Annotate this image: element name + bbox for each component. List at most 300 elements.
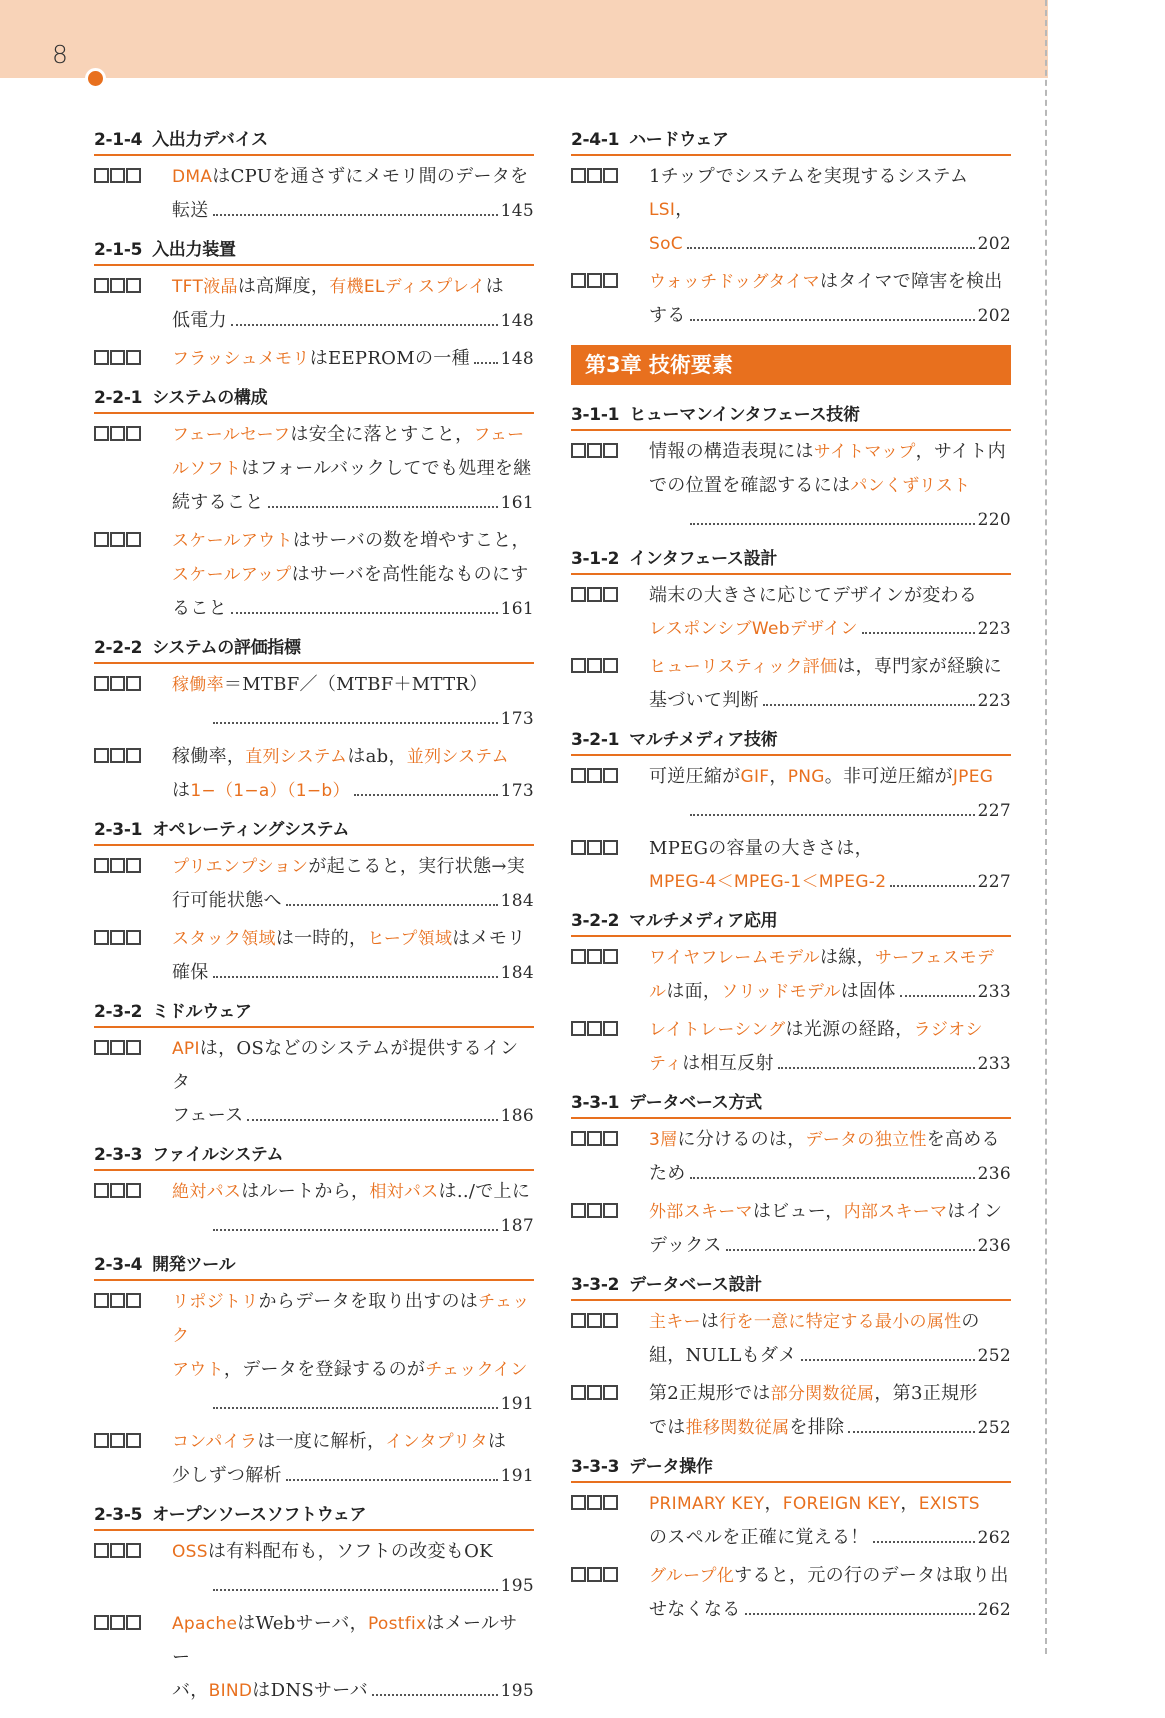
checklist-item [571,941,1011,1009]
text-run: のスペルを正確に覚える！ [649,1527,869,1548]
right-sections-bottom [571,403,1011,1627]
keyword: EXISTS [918,1494,980,1514]
section [94,1000,534,1133]
check-box[interactable] [110,426,125,441]
checkbox-group [94,1032,172,1133]
check-box[interactable] [126,676,141,691]
check-box[interactable] [587,168,602,183]
text-line [172,1674,534,1708]
text-run: は安全に落とすこと， [290,424,474,445]
check-box[interactable] [110,350,125,365]
section [94,128,534,228]
keyword: DMA [172,167,213,187]
text-line [172,1032,534,1099]
check-box[interactable] [571,168,586,183]
check-box[interactable] [94,532,109,547]
dot-leader [213,1407,498,1409]
dot-leader [286,904,498,906]
page-number: 8 [52,40,68,69]
text-run: はCPUを通さずにメモリ間のデータを [212,166,529,187]
text-run: 低電力 [172,310,227,331]
check-box[interactable] [126,278,141,293]
keyword: 3層 [649,1130,678,1150]
text-line [649,1047,1011,1081]
check-box[interactable] [587,273,602,288]
check-box[interactable] [587,1567,602,1582]
section [94,386,534,626]
section-code: 3-3-3 [571,1457,620,1477]
check-box[interactable] [94,426,109,441]
keyword: 1−（1−a）（1−b） [190,781,350,801]
section-title: データベース方式 [629,1093,762,1113]
check-box[interactable] [110,1040,125,1055]
item-text [172,524,534,626]
page-reference: 161 [500,599,534,619]
text-line [649,1305,1011,1339]
check-box[interactable] [587,658,602,673]
check-box[interactable] [110,1183,125,1198]
line-text [172,1569,209,1602]
check-box[interactable] [110,1433,125,1448]
check-box[interactable] [603,768,618,783]
checklist-item [571,1487,1011,1555]
check-box[interactable] [587,768,602,783]
keyword: FOREIGN KEY [782,1494,901,1514]
section [571,728,1011,899]
checklist-item [571,435,1011,537]
keyword: 稼働率 [172,675,224,695]
line-text [172,1099,243,1132]
text-run [172,708,209,729]
section [94,636,534,808]
line-text [172,884,282,917]
text-run [649,800,686,821]
checkbox-group [571,1305,649,1373]
line-text [649,1311,980,1332]
text-run: はイン [947,1201,1003,1222]
check-box[interactable] [110,676,125,691]
checklist-item [94,1285,534,1421]
page-reference: 252 [977,1418,1011,1438]
text-run: せなくなる [649,1599,741,1620]
text-run: が起こると，実行状態→実 [308,856,526,877]
keyword: Apache [172,1614,238,1634]
text-line [649,1157,1011,1191]
dot-leader [862,632,975,634]
section-title: マルチメディア応用 [629,911,778,931]
section-code: 3-1-1 [571,405,620,425]
line-text [172,746,509,767]
checklist-item [94,342,534,376]
text-run: ，サイト内 [915,441,1006,462]
section [94,238,534,376]
keyword: 主キー [649,1312,701,1332]
line-text [172,1359,528,1380]
section [94,818,534,990]
text-line [172,1425,534,1459]
check-box[interactable] [571,273,586,288]
text-run: ， [764,1493,783,1514]
checkbox-group [94,1425,172,1493]
check-box[interactable] [603,658,618,673]
check-box[interactable] [126,1183,141,1198]
text-line [172,1175,534,1209]
text-run: はサーバの数を増やすこと， [292,530,530,551]
checklist-item [94,1175,534,1243]
keyword: GIF [740,767,770,787]
check-box[interactable] [126,168,141,183]
section-code: 3-2-1 [571,730,620,750]
page-reference: 195 [500,1681,534,1701]
line-text [649,1593,741,1626]
line-text [172,276,504,297]
line-text [172,1459,282,1492]
left-column [94,128,534,1718]
checklist-item [571,650,1011,718]
keyword: ワイヤフレームモデル [649,948,820,968]
check-box[interactable] [603,587,618,602]
check-box[interactable] [603,1203,618,1218]
dot-leader [873,1541,975,1543]
page-reference: 161 [500,493,534,513]
section-title: マルチメディア技術 [629,730,778,750]
text-run: ＝MTBF／（MTBF＋MTTR） [223,674,488,695]
text-run [649,509,686,530]
check-box[interactable] [126,1040,141,1055]
text-line [649,227,1011,261]
text-line [172,524,534,558]
keyword: JPEG [952,767,994,787]
keyword: 有機ELディスプレイ [329,277,486,297]
item-text [649,579,1011,646]
text-line [172,342,534,376]
check-box[interactable] [571,1313,586,1328]
check-box[interactable] [126,858,141,873]
line-text [649,585,977,606]
line-text [172,530,530,551]
keyword: アウト [172,1360,224,1380]
check-box[interactable] [110,748,125,763]
check-box[interactable] [126,1615,141,1630]
keyword: 行を一意に特定する最小の属性 [719,1312,962,1332]
section-heading [94,386,534,414]
line-text [649,684,759,717]
check-box[interactable] [126,1433,141,1448]
dot-leader [900,995,975,997]
check-box[interactable] [110,1543,125,1558]
keyword: ヒープ領域 [367,929,453,949]
check-box[interactable] [571,1385,586,1400]
check-box[interactable] [94,1040,109,1055]
text-line [172,774,534,808]
dot-leader [213,214,498,216]
section-title: 入出力装置 [152,240,236,260]
check-box[interactable] [126,350,141,365]
text-line [649,1411,1011,1445]
check-box[interactable] [94,1293,109,1308]
text-line [172,486,534,520]
item-text [649,1305,1011,1373]
check-box[interactable] [603,168,618,183]
checkbox-group [94,1285,172,1421]
checkbox-group [94,160,172,228]
check-box[interactable] [94,676,109,691]
check-box[interactable] [603,1313,618,1328]
text-run: 第2正規形では [649,1383,771,1404]
check-box[interactable] [571,1131,586,1146]
line-text [649,612,858,646]
line-text [649,1339,797,1372]
line-text [649,1157,686,1190]
text-run: はサーバを高性能なものにす [291,564,529,585]
item-text [649,941,1011,1009]
line-text [172,1291,530,1346]
line-text [649,475,970,496]
page-reference: 236 [977,1236,1011,1256]
line-text [172,304,227,337]
line-text [649,227,683,261]
check-box[interactable] [603,1385,618,1400]
keyword: Postfix [367,1614,427,1634]
keyword: API [172,1039,200,1059]
check-box[interactable] [110,930,125,945]
section-code: 2-3-2 [94,1002,143,1022]
line-text [649,865,886,899]
check-box[interactable] [571,1567,586,1582]
check-box[interactable] [587,949,602,964]
text-run: の [961,1311,980,1332]
keyword: スケールアップ [172,565,292,585]
item-text [172,342,534,376]
line-text [172,166,528,187]
text-run: ，第3正規形 [874,1383,978,1404]
check-box[interactable] [571,1495,586,1510]
keyword: ウォッチドッグタイマ [649,272,820,292]
item-text [649,1559,1011,1627]
text-line [172,850,534,884]
text-line [172,304,534,338]
check-box[interactable] [603,1021,618,1036]
line-text [649,838,873,859]
section-title: 開発ツール [152,1255,236,1275]
checklist-item [94,740,534,808]
check-box[interactable] [126,930,141,945]
checkbox-group [94,668,172,736]
line-text [649,1129,1000,1150]
check-box[interactable] [126,532,141,547]
check-box[interactable] [587,587,602,602]
text-run: 少しずつ解析 [172,1465,282,1486]
page-reference: 186 [500,1106,534,1126]
section-title: ファイルシステム [152,1145,284,1165]
check-box[interactable] [110,1615,125,1630]
line-text [172,774,350,808]
text-run: は [487,1431,507,1452]
section-code: 2-4-1 [571,130,620,150]
text-line [172,1607,534,1674]
line-text [172,956,209,989]
line-text [649,947,994,968]
check-box[interactable] [571,1203,586,1218]
check-box[interactable] [94,930,109,945]
line-text [649,1047,774,1081]
section [571,128,1011,333]
check-box[interactable] [571,443,586,458]
text-run: はビュー， [752,1201,844,1222]
check-box[interactable] [571,658,586,673]
check-box[interactable] [94,1615,109,1630]
check-box[interactable] [94,168,109,183]
dot-leader [286,1479,498,1481]
check-box[interactable] [126,748,141,763]
keyword: OSS [172,1542,208,1562]
item-text [172,1425,534,1493]
item-text [172,740,534,808]
text-run: すると，元の行のデータは取り出 [734,1565,1009,1586]
text-line [172,1387,534,1421]
check-box[interactable] [126,1543,141,1558]
section-heading [571,547,1011,575]
text-run: では [649,1417,686,1438]
line-text [172,1038,518,1093]
checkbox-group [571,650,649,718]
check-box[interactable] [587,1131,602,1146]
text-run: ため [649,1163,686,1184]
text-line [172,418,534,452]
check-box[interactable] [571,587,586,602]
page-reference: 223 [977,619,1011,639]
line-text [172,194,209,227]
check-box[interactable] [94,278,109,293]
check-box[interactable] [587,840,602,855]
keyword: レイトレーシング [649,1020,786,1040]
keyword: ティ [649,1054,683,1074]
page-reference: 223 [977,691,1011,711]
section-heading [571,1091,1011,1119]
text-line [172,270,534,304]
line-text [172,1181,530,1202]
section-title: システムの評価指標 [152,638,301,658]
check-box[interactable] [587,1203,602,1218]
keyword: サーフェスモデ [874,948,995,968]
text-line [172,1353,534,1387]
text-run: はDNSサーバ [252,1680,369,1701]
section-heading [571,403,1011,431]
dot-leader [690,1177,975,1179]
line-text [172,564,529,585]
check-box[interactable] [126,1293,141,1308]
check-box[interactable] [571,949,586,964]
item-text [649,832,1011,899]
text-run: はルートから， [241,1181,370,1202]
text-run [172,1215,209,1236]
check-box[interactable] [603,1567,618,1582]
line-text [649,166,968,220]
checklist-item [94,1535,534,1603]
text-run: バ， [172,1680,209,1701]
checklist-item [94,1032,534,1133]
keyword: フェールセーフ [172,425,291,445]
check-box[interactable] [587,1021,602,1036]
check-box[interactable] [603,949,618,964]
dot-leader [247,1119,497,1121]
check-box[interactable] [571,768,586,783]
check-box[interactable] [603,1495,618,1510]
text-line [649,612,1011,646]
line-text [172,1613,518,1668]
section-title: システムの構成 [152,388,268,408]
page-reference: 236 [977,1164,1011,1184]
dot-leader [268,506,498,508]
section-heading [94,238,534,266]
dot-leader [848,1431,974,1433]
checkbox-group [94,1535,172,1603]
text-line [172,1569,534,1603]
line-text [649,1019,983,1040]
check-box[interactable] [94,1433,109,1448]
check-box[interactable] [110,532,125,547]
check-box[interactable] [571,1021,586,1036]
line-text [649,299,686,332]
text-run: はメモリ [452,928,526,949]
text-line [649,1377,1011,1411]
text-run: ， [900,1493,919,1514]
check-box[interactable] [571,840,586,855]
check-box[interactable] [603,1131,618,1146]
check-box[interactable] [94,1183,109,1198]
check-box[interactable] [126,426,141,441]
check-box[interactable] [587,443,602,458]
page-reference: 173 [500,709,534,729]
text-run: 稼働率， [172,746,246,767]
item-text [649,160,1011,261]
text-run: は，OSなどのシステムが提供するインタ [172,1038,519,1093]
check-box[interactable] [603,273,618,288]
check-box[interactable] [110,278,125,293]
checkbox-group [571,265,649,333]
check-box[interactable] [603,840,618,855]
right-sections-top [571,128,1011,333]
check-box[interactable] [110,1293,125,1308]
check-box[interactable] [94,858,109,873]
check-box[interactable] [94,748,109,763]
text-line [649,832,1011,865]
check-box[interactable] [587,1385,602,1400]
page-reference: 227 [977,872,1011,892]
check-box[interactable] [110,858,125,873]
keyword: ラジオシ [913,1020,983,1040]
text-line [172,1459,534,1493]
checkbox-group [571,160,649,261]
checklist-item [94,524,534,626]
section-code: 2-1-4 [94,130,143,150]
check-box[interactable] [587,1495,602,1510]
text-line [172,956,534,990]
text-run: ，データを登録するのが [223,1359,426,1380]
text-line [649,1521,1011,1555]
section-title: ハードウェア [629,130,729,150]
section [571,1091,1011,1263]
check-box[interactable] [110,168,125,183]
keyword: 直列システム [245,747,348,767]
check-box[interactable] [94,1543,109,1558]
check-box[interactable] [94,350,109,365]
check-box[interactable] [603,443,618,458]
check-box[interactable] [587,1313,602,1328]
text-run: 。非可逆圧縮が [824,766,953,787]
text-line [172,1099,534,1133]
line-text [649,271,1003,292]
